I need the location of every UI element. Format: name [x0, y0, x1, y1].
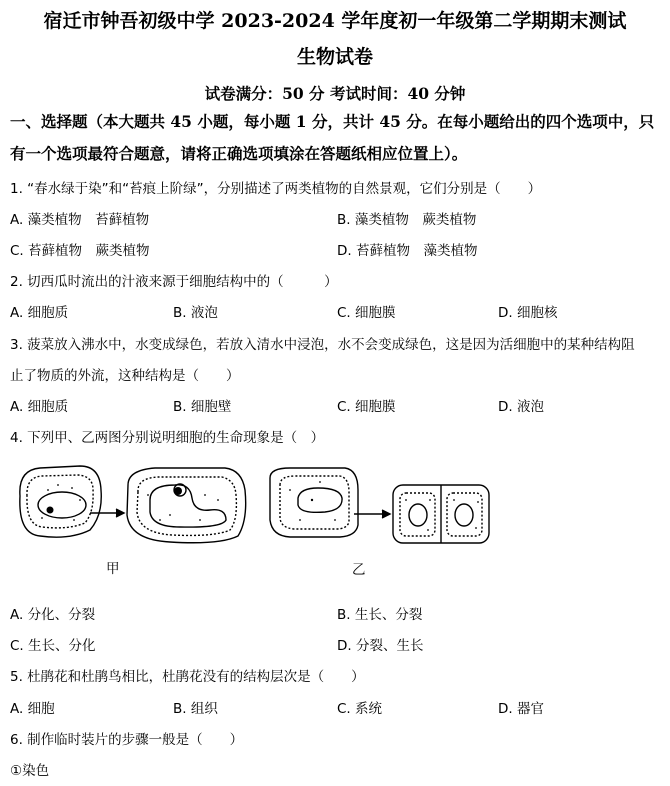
question-3-option-d: D. 液泡 [498, 399, 544, 415]
question-4-stem: 4. 下列甲、乙两图分别说明细胞的生命现象是（ ） [10, 430, 325, 446]
section-heading: 一、选择题（本大题共 45 小题，每小题 1 分，共计 45 分。在每小题给出的四个选项中，只有一个选项最符合题意，请将正确选项填涂在答题纸相应位置上）。 [10, 112, 655, 163]
question-3-stem-line2: 止了物质的外流，这种结构是（ ） [10, 368, 240, 384]
question-1-stem: 1. “春水绿于染”和“苔痕上阶绿”，分别描述了两类植物的自然景观，它们分别是（ ） [10, 181, 542, 197]
question-2-option-c: C. 细胞膜 [337, 305, 396, 321]
large-cell-vacuole [150, 485, 226, 527]
large-cell-wall [127, 468, 246, 543]
question-4-option-a: A. 分化、分裂 [10, 607, 96, 623]
question-5-option-c: C. 系统 [337, 701, 383, 717]
question-3-stem-line1: 3. 菠菜放入沸水中，水变成绿色，若放入清水中浸泡，水不会变成绿色，这是因为活细胞中的某种结构阻 [10, 337, 635, 353]
figure-label-yi: 乙 [352, 562, 366, 578]
question-5-option-a: A. 细胞 [10, 701, 55, 717]
question-1-option-b: B. 藻类植物 蕨类植物 [337, 212, 477, 228]
question-2-option-d: D. 细胞核 [498, 305, 558, 321]
exam-title-line1: 宿迁市钟吾初级中学 2023-2024 学年度初一年级第二学期期末测试 [43, 10, 627, 32]
question-2-option-a: A. 细胞质 [10, 305, 69, 321]
question-5-stem: 5. 杜鹃花和杜鹃鸟相比，杜鹃花没有的结构层次是（ ） [10, 669, 365, 685]
question-6-step-1: ①染色 [10, 763, 50, 779]
single-cell-vacuole [298, 488, 342, 512]
question-4-option-d: D. 分裂、生长 [337, 638, 424, 654]
question-2-stem: 2. 切西瓜时流出的汁液来源于细胞结构中的（ ） [10, 274, 338, 290]
question-1-option-a: A. 藻类植物 苔藓植物 [10, 212, 150, 228]
small-cell-membrane [27, 475, 93, 528]
exam-title-line2: 生物试卷 [296, 46, 373, 68]
question-1-option-d: D. 苔藓植物 藻类植物 [337, 243, 478, 259]
question-4-option-c: C. 生长、分化 [10, 638, 96, 654]
question-5-option-d: D. 器官 [498, 701, 544, 717]
question-3-option-b: B. 细胞壁 [173, 399, 232, 415]
question-1-option-c: C. 苔藓植物 蕨类植物 [10, 243, 150, 259]
question-2-option-b: B. 液泡 [173, 305, 218, 321]
small-cell-wall [20, 466, 101, 537]
exam-meta: 试卷满分：50 分 考试时间：40 分钟 [204, 84, 466, 103]
question-5-option-b: B. 组织 [173, 701, 218, 717]
small-cell-vacuole [38, 492, 86, 518]
question-3-option-c: C. 细胞膜 [337, 399, 396, 415]
single-cell-membrane [280, 476, 349, 529]
question-6-stem: 6. 制作临时装片的步骤一般是（ ） [10, 732, 244, 748]
question-4-option-b: B. 生长、分裂 [337, 607, 423, 623]
figure-label-jia: 甲 [106, 561, 120, 577]
question-3-option-a: A. 细胞质 [10, 399, 69, 415]
